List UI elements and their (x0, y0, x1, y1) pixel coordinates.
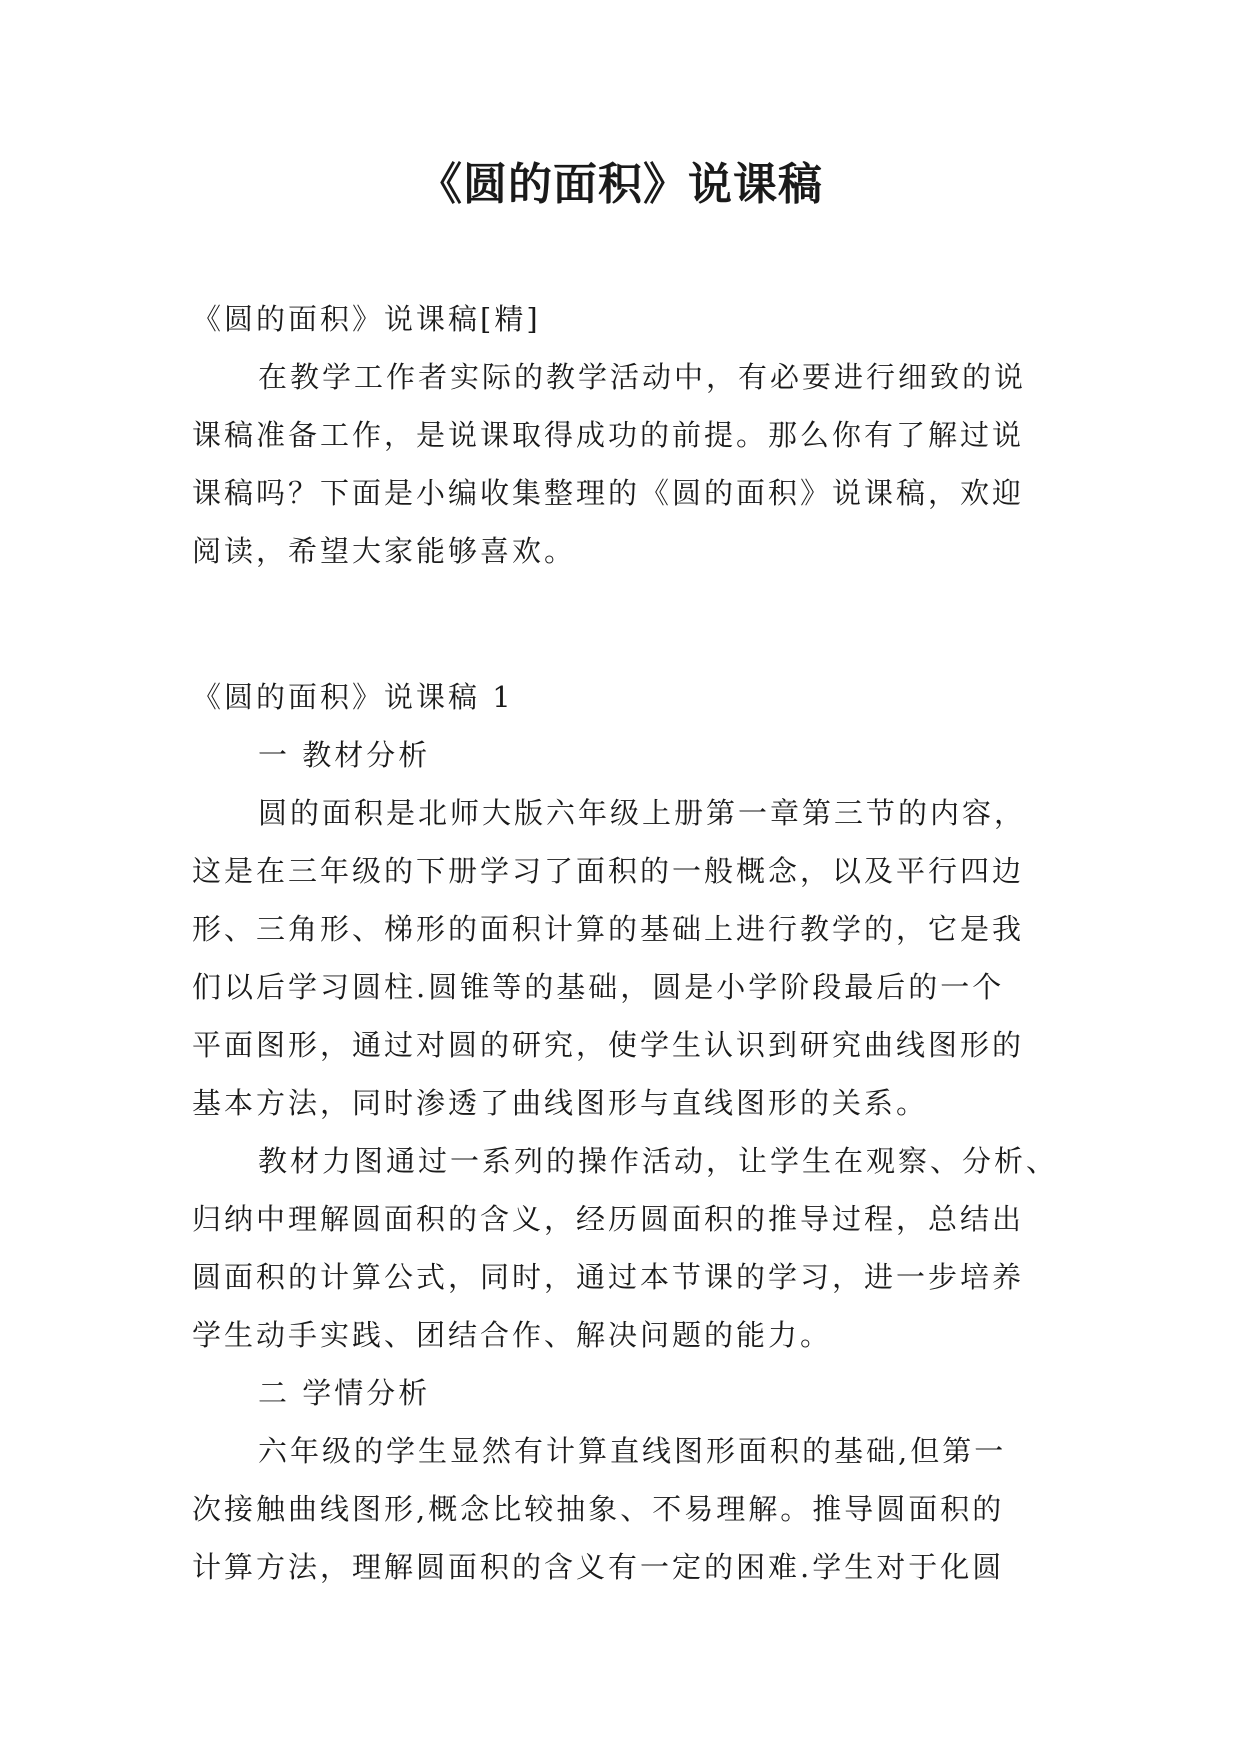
paragraph-line: 阅读，希望大家能够喜欢。 (192, 534, 577, 568)
paragraph-line: 学生动手实践、团结合作、解决问题的能力。 (192, 1318, 833, 1352)
paragraph-line: 次接触曲线图形,概念比较抽象、不易理解。推导圆面积的 (192, 1492, 1005, 1526)
document-body (192, 290, 1059, 1596)
paragraph-line: 形、三角形、梯形的面积计算的基础上进行教学的，它是我 (192, 912, 1025, 946)
paragraph-line: 平面图形，通过对圆的研究，使学生认识到研究曲线图形的 (192, 1028, 1025, 1062)
paragraph-line: 课稿吗？下面是小编收集整理的《圆的面积》说课稿，欢迎 (192, 476, 1025, 510)
spacer (192, 580, 1052, 638)
paragraph-textbook-goals (192, 1132, 1059, 1364)
paragraph-line: 归纳中理解圆面积的含义，经历圆面积的推导过程，总结出 (192, 1202, 1025, 1236)
section-heading-student-analysis: 二 学情分析 (258, 1376, 431, 1410)
paragraph-line: 圆的面积是北师大版六年级上册第一章第三节的内容， (258, 796, 1027, 830)
paragraph-line: 课稿准备工作，是说课取得成功的前提。那么你有了解过说 (192, 418, 1025, 452)
paragraph-line: 六年级的学生显然有计算直线图形面积的基础,但第一 (258, 1434, 1007, 1468)
subtitle: 《圆的面积》说课稿[精] (192, 302, 541, 336)
paragraph-line: 计算方法，理解圆面积的含义有一定的困难.学生对于化圆 (192, 1550, 1005, 1584)
paragraph-line: 在教学工作者实际的教学活动中，有必要进行细致的说 (258, 360, 1027, 394)
paragraph-student-analysis (192, 1422, 1052, 1596)
intro-paragraph (192, 348, 1052, 580)
section-heading-textbook-analysis: 一 教材分析 (258, 738, 431, 772)
paragraph-line: 们以后学习圆柱.圆锥等的基础，圆是小学阶段最后的一个 (192, 970, 1005, 1004)
paragraph-line: 基本方法，同时渗透了曲线图形与直线图形的关系。 (192, 1086, 929, 1120)
section-title: 《圆的面积》说课稿 1 (192, 680, 514, 714)
paragraph-textbook-content (192, 784, 1052, 1132)
paragraph-line: 这是在三年级的下册学习了面积的一般概念，以及平行四边 (192, 854, 1025, 888)
paragraph-line: 圆面积的计算公式，同时，通过本节课的学习，进一步培养 (192, 1260, 1025, 1294)
document-title: 《圆的面积》说课稿 (418, 159, 823, 210)
paragraph-line: 教材力图通过一系列的操作活动，让学生在观察、分析、 (258, 1144, 1059, 1178)
